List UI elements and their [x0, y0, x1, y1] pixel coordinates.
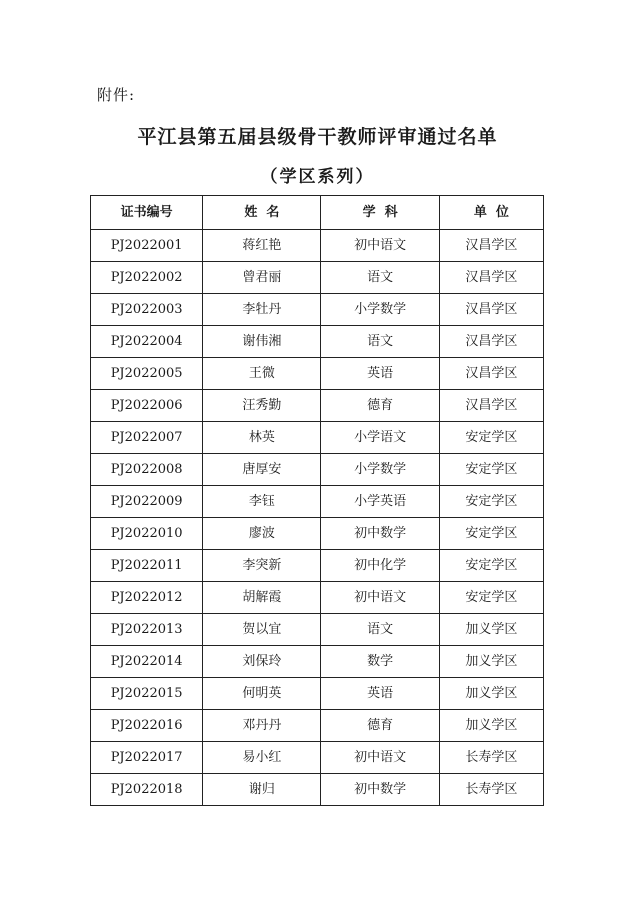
cell-certificate-number: PJ2022008: [91, 454, 203, 486]
cell-unit: 汉昌学区: [439, 390, 543, 422]
document-title: 平江县第五届县级骨干教师评审通过名单: [137, 126, 498, 148]
table-row: [91, 582, 544, 614]
attachment-label: 附件:: [97, 86, 136, 104]
cell-unit: 安定学区: [439, 582, 543, 614]
table-row: [91, 390, 544, 422]
cell-certificate-number: PJ2022018: [91, 774, 203, 806]
cell-certificate-number: PJ2022009: [91, 486, 203, 518]
cell-unit: 安定学区: [439, 518, 543, 550]
cell-subject: 语文: [321, 262, 439, 294]
cell-name: 李突新: [203, 550, 321, 582]
cell-subject: 数学: [321, 646, 439, 678]
header-name: 姓 名: [203, 196, 321, 230]
cell-subject: 初中数学: [321, 518, 439, 550]
cell-certificate-number: PJ2022003: [91, 294, 203, 326]
cell-unit: 汉昌学区: [439, 326, 543, 358]
cell-unit: 安定学区: [439, 422, 543, 454]
cell-subject: 德育: [321, 390, 439, 422]
cell-unit: 加义学区: [439, 646, 543, 678]
cell-certificate-number: PJ2022012: [91, 582, 203, 614]
cell-subject: 小学数学: [321, 294, 439, 326]
cell-unit: 安定学区: [439, 454, 543, 486]
table-row: [91, 358, 544, 390]
cell-certificate-number: PJ2022016: [91, 710, 203, 742]
cell-certificate-number: PJ2022005: [91, 358, 203, 390]
cell-unit: 加义学区: [439, 614, 543, 646]
table-body: [91, 230, 544, 806]
cell-name: 李牡丹: [203, 294, 321, 326]
table-row: [91, 262, 544, 294]
cell-unit: 长寿学区: [439, 742, 543, 774]
cell-name: 蒋红艳: [203, 230, 321, 262]
header-subject: 学 科: [321, 196, 439, 230]
table-row: [91, 294, 544, 326]
cell-unit: 安定学区: [439, 550, 543, 582]
cell-name: 谢归: [203, 774, 321, 806]
table-row: [91, 774, 544, 806]
cell-certificate-number: PJ2022006: [91, 390, 203, 422]
document-subtitle: （学区系列）: [260, 167, 375, 187]
cell-certificate-number: PJ2022004: [91, 326, 203, 358]
cell-unit: 汉昌学区: [439, 358, 543, 390]
header-certificate-number: 证书编号: [91, 196, 203, 230]
cell-subject: 语文: [321, 614, 439, 646]
header-unit: 单 位: [439, 196, 543, 230]
table-row: [91, 230, 544, 262]
cell-unit: 汉昌学区: [439, 230, 543, 262]
table-row: [91, 646, 544, 678]
cell-certificate-number: PJ2022015: [91, 678, 203, 710]
cell-certificate-number: PJ2022001: [91, 230, 203, 262]
cell-name: 廖波: [203, 518, 321, 550]
table-row: [91, 678, 544, 710]
cell-unit: 加义学区: [439, 678, 543, 710]
table-row: [91, 454, 544, 486]
cell-name: 刘保玲: [203, 646, 321, 678]
table-row: [91, 550, 544, 582]
cell-subject: 初中数学: [321, 774, 439, 806]
cell-certificate-number: PJ2022002: [91, 262, 203, 294]
cell-certificate-number: PJ2022013: [91, 614, 203, 646]
cell-subject: 语文: [321, 326, 439, 358]
teacher-roster-table: [90, 195, 544, 806]
cell-certificate-number: PJ2022010: [91, 518, 203, 550]
cell-certificate-number: PJ2022017: [91, 742, 203, 774]
cell-name: 汪秀勤: [203, 390, 321, 422]
table-header-row: [91, 196, 544, 230]
cell-name: 何明英: [203, 678, 321, 710]
cell-subject: 英语: [321, 358, 439, 390]
cell-subject: 初中语文: [321, 582, 439, 614]
cell-name: 易小红: [203, 742, 321, 774]
table-row: [91, 422, 544, 454]
cell-unit: 汉昌学区: [439, 262, 543, 294]
cell-subject: 英语: [321, 678, 439, 710]
cell-subject: 初中化学: [321, 550, 439, 582]
cell-unit: 长寿学区: [439, 774, 543, 806]
cell-certificate-number: PJ2022011: [91, 550, 203, 582]
cell-name: 林英: [203, 422, 321, 454]
cell-unit: 汉昌学区: [439, 294, 543, 326]
cell-name: 贺以宜: [203, 614, 321, 646]
table-row: [91, 614, 544, 646]
cell-name: 曾君丽: [203, 262, 321, 294]
cell-name: 谢伟湘: [203, 326, 321, 358]
cell-name: 王微: [203, 358, 321, 390]
cell-name: 李钰: [203, 486, 321, 518]
table-row: [91, 518, 544, 550]
table-row: [91, 742, 544, 774]
cell-unit: 安定学区: [439, 486, 543, 518]
cell-subject: 初中语文: [321, 230, 439, 262]
cell-subject: 小学语文: [321, 422, 439, 454]
cell-name: 邓丹丹: [203, 710, 321, 742]
cell-certificate-number: PJ2022007: [91, 422, 203, 454]
cell-name: 唐厚安: [203, 454, 321, 486]
cell-name: 胡解霞: [203, 582, 321, 614]
cell-unit: 加义学区: [439, 710, 543, 742]
table-row: [91, 710, 544, 742]
cell-certificate-number: PJ2022014: [91, 646, 203, 678]
cell-subject: 初中语文: [321, 742, 439, 774]
cell-subject: 小学英语: [321, 486, 439, 518]
table-row: [91, 486, 544, 518]
cell-subject: 德育: [321, 710, 439, 742]
cell-subject: 小学数学: [321, 454, 439, 486]
table-row: [91, 326, 544, 358]
